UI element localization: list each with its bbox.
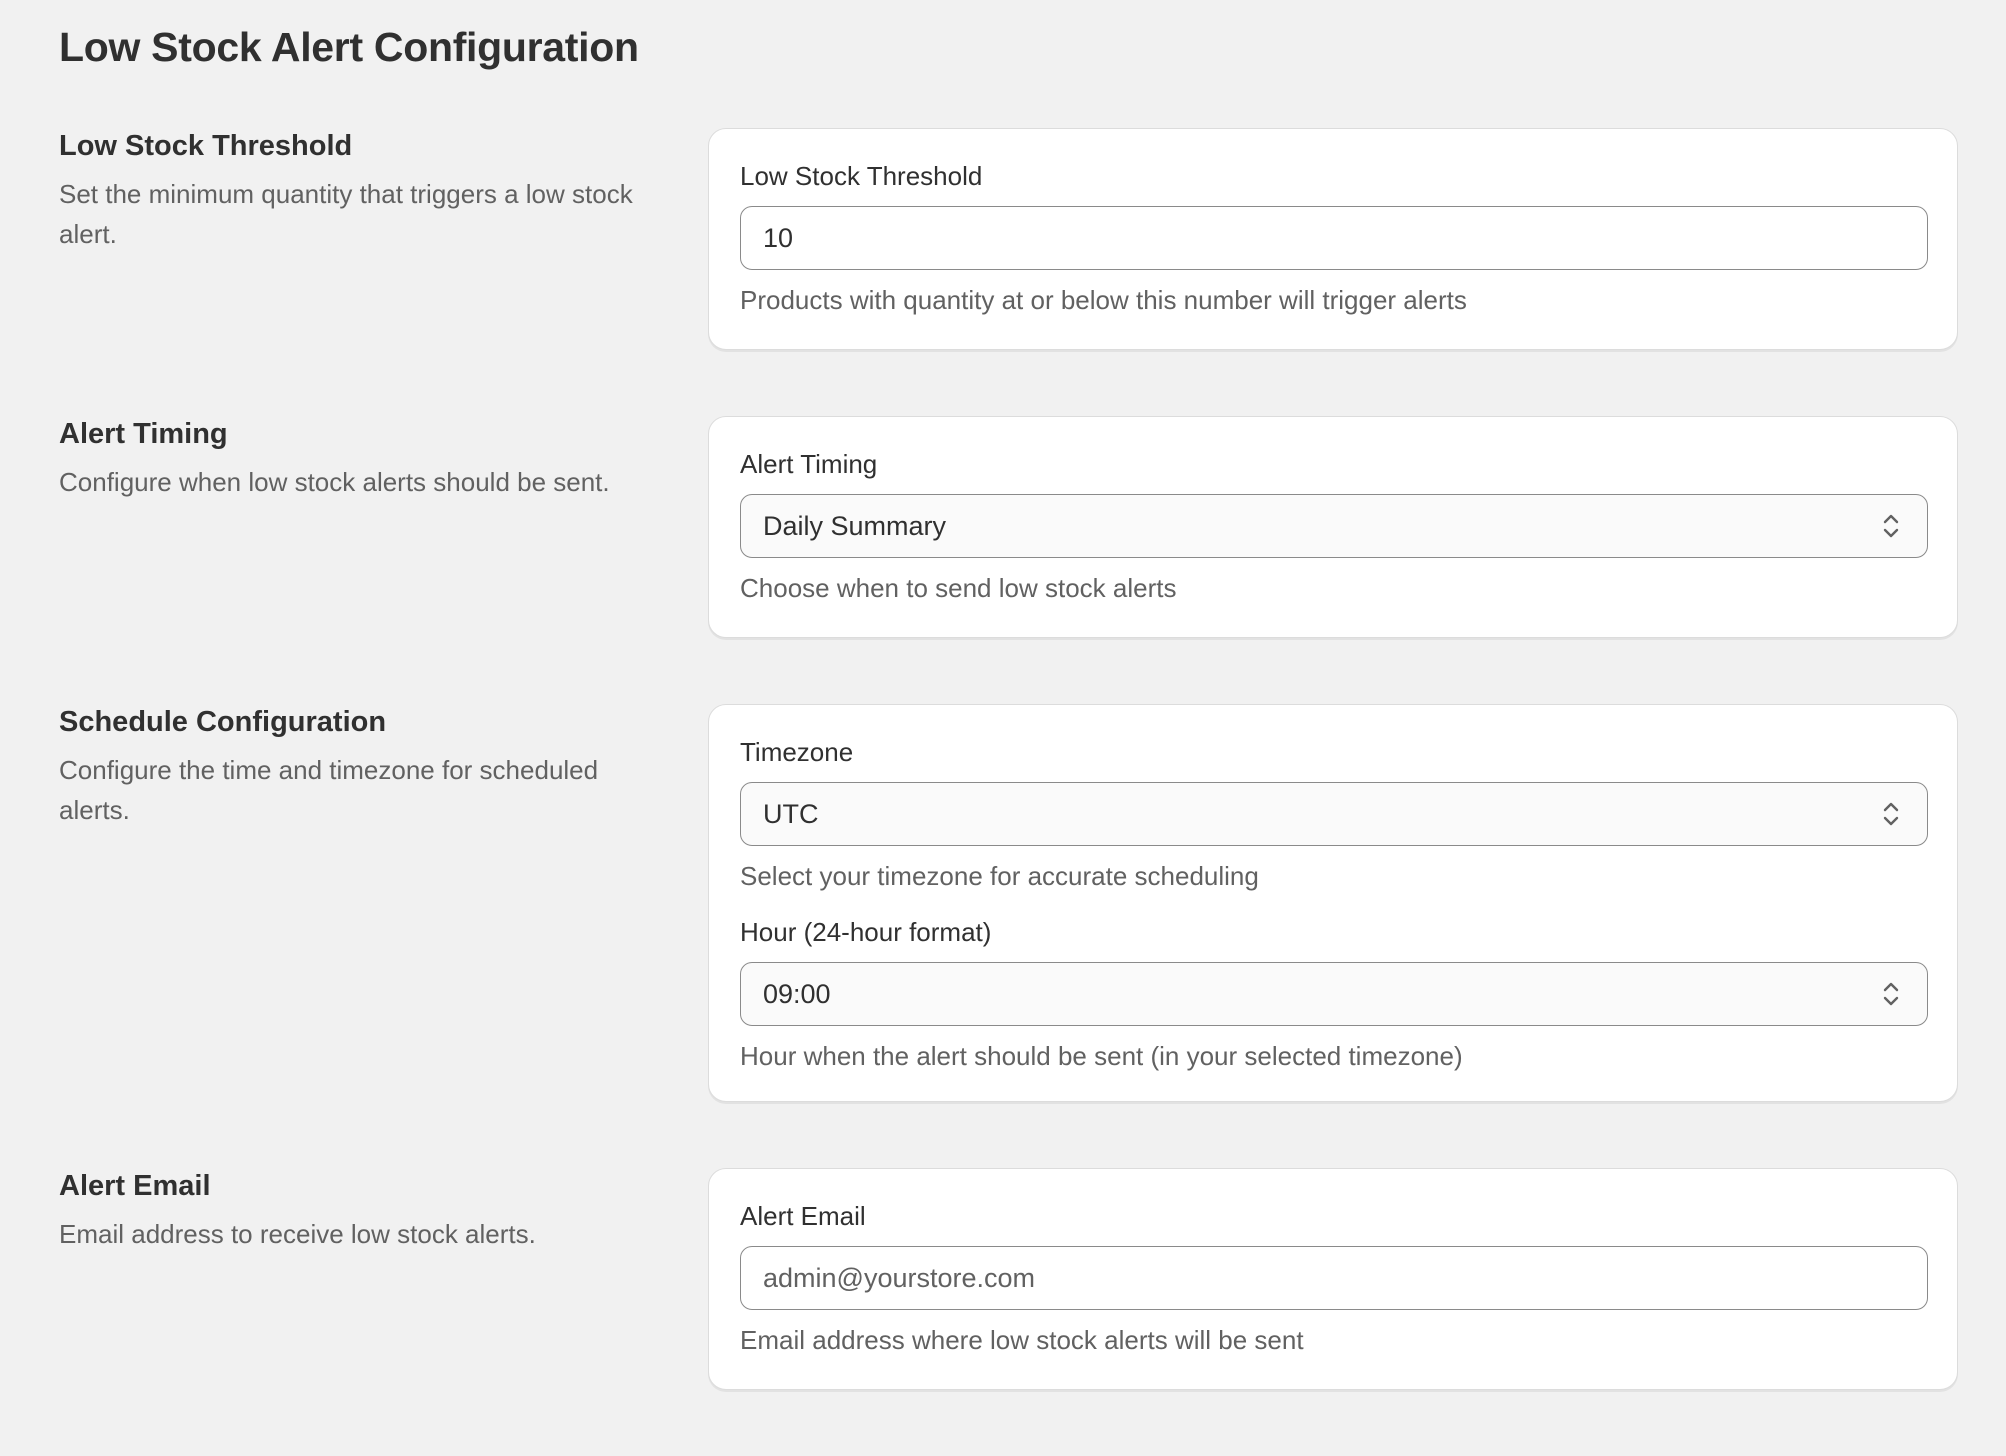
threshold-help-text: Products with quantity at or below this number will trigger alerts — [740, 285, 1467, 315]
email-section-info — [59, 1168, 659, 1254]
alert-email-input[interactable] — [740, 1246, 1928, 1310]
timing-field-label: Alert Timing — [740, 449, 878, 479]
schedule-section-description: Configure the time and timezone for scheduled alerts. — [59, 755, 599, 825]
schedule-section-heading: Schedule Configuration — [59, 706, 387, 738]
timing-section-heading: Alert Timing — [59, 418, 228, 450]
timezone-selected-value: UTC — [763, 798, 819, 829]
select-chevron-icon — [1881, 799, 1901, 829]
hour-field — [740, 915, 1926, 1073]
timezone-help-text: Select your timezone for accurate scheduling — [740, 861, 1259, 891]
threshold-input[interactable] — [740, 206, 1928, 270]
alert-timing-selected-value: Daily Summary — [763, 510, 947, 541]
select-chevron-icon — [1881, 511, 1901, 541]
timing-card — [708, 416, 1958, 638]
threshold-field — [740, 159, 1926, 317]
hour-select[interactable] — [740, 962, 1928, 1026]
page-title: Low Stock Alert Configuration — [59, 24, 639, 70]
timezone-field-label: Timezone — [740, 737, 854, 767]
threshold-section-description: Set the minimum quantity that triggers a low stock alert. — [59, 179, 633, 249]
email-card — [708, 1168, 1958, 1390]
email-help-text: Email address where low stock alerts will be sent — [740, 1325, 1304, 1355]
timing-field — [740, 447, 1926, 605]
threshold-section-heading: Low Stock Threshold — [59, 130, 353, 162]
threshold-card — [708, 128, 1958, 350]
alert-timing-select[interactable] — [740, 494, 1928, 558]
timezone-select[interactable] — [740, 782, 1928, 846]
email-field-label: Alert Email — [740, 1201, 866, 1231]
threshold-field-label: Low Stock Threshold — [740, 161, 983, 191]
threshold-section-info — [59, 128, 659, 254]
timing-help-text: Choose when to send low stock alerts — [740, 573, 1177, 603]
email-section-heading: Alert Email — [59, 1170, 211, 1202]
email-section-description: Email address to receive low stock alerts. — [59, 1219, 536, 1249]
timing-section-description: Configure when low stock alerts should be sent. — [59, 467, 610, 497]
hour-selected-value: 09:00 — [763, 978, 831, 1009]
timezone-field — [740, 735, 1926, 893]
schedule-card — [708, 704, 1958, 1102]
hour-field-label: Hour (24-hour format) — [740, 917, 992, 947]
email-field — [740, 1199, 1926, 1357]
schedule-section-info — [59, 704, 659, 830]
timing-section-info — [59, 416, 659, 502]
hour-help-text: Hour when the alert should be sent (in your selected timezone) — [740, 1041, 1463, 1071]
select-chevron-icon — [1881, 979, 1901, 1009]
